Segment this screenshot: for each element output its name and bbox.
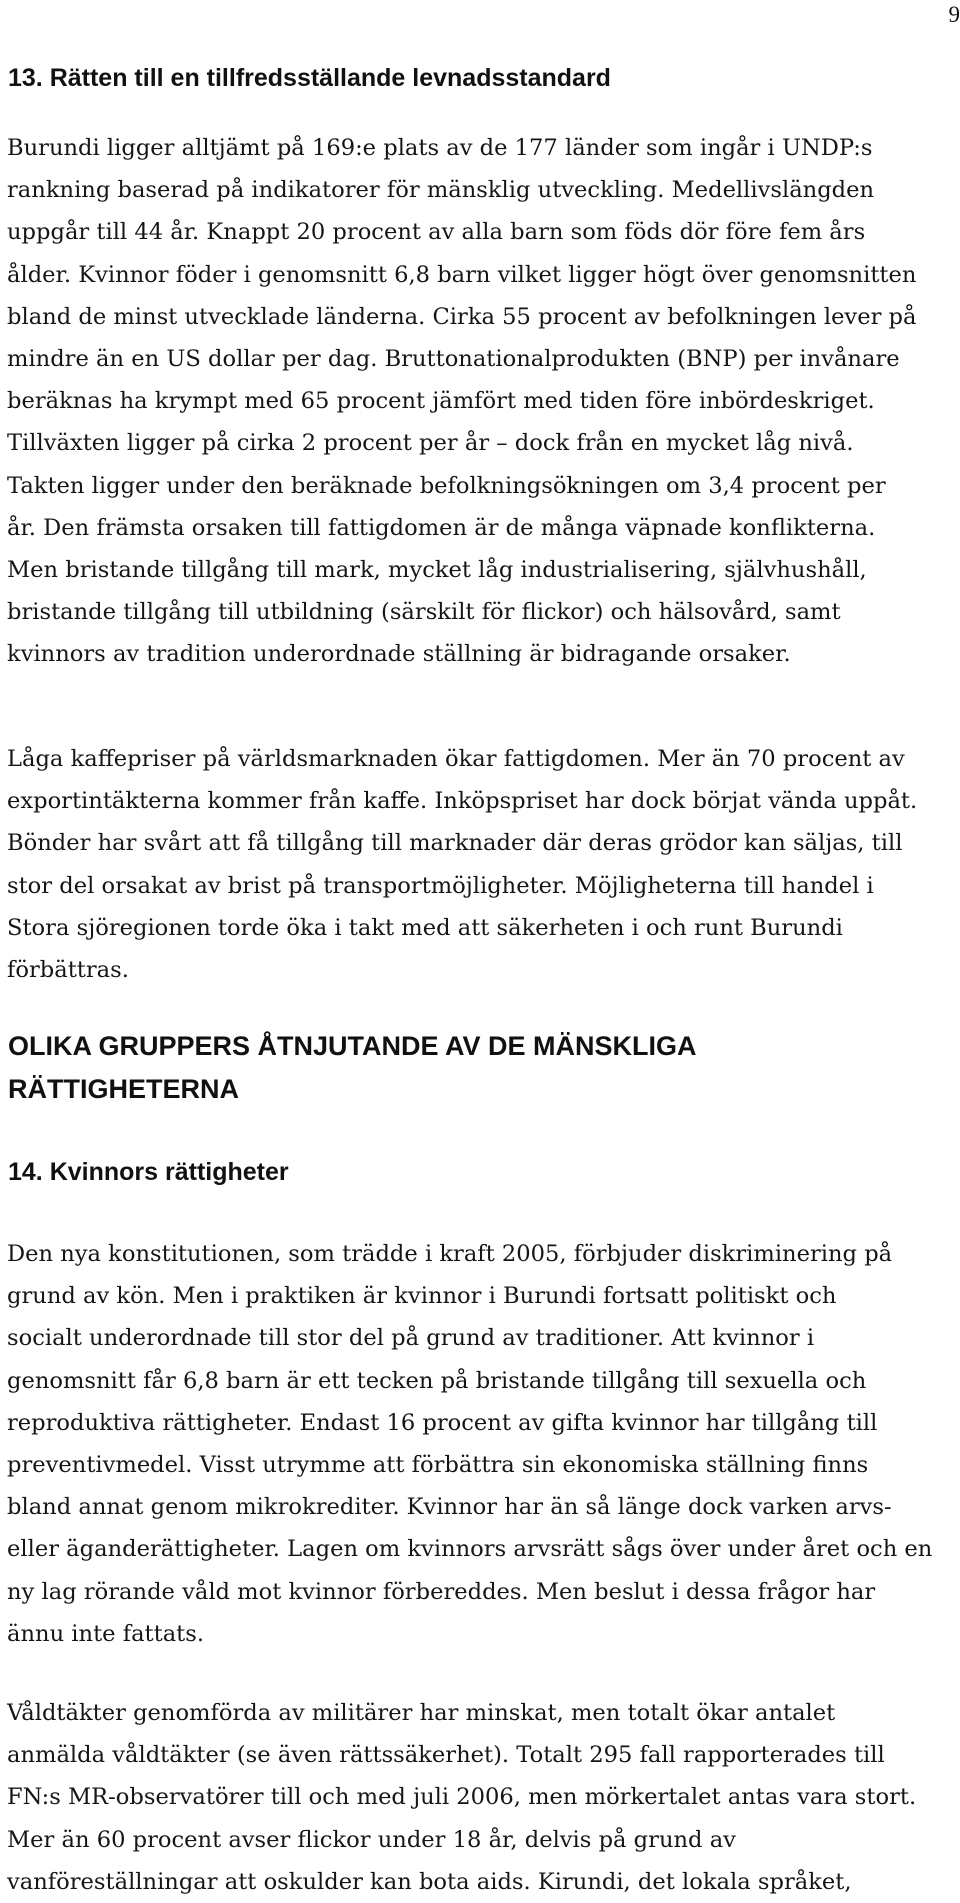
text-line: uppgår till 44 år. Knappt 20 procent av alla barn som föds dör före fem års: [7, 211, 947, 253]
text-line: Takten ligger under den beräknade befolkningsökningen om 3,4 procent per: [7, 465, 947, 507]
text-line: förbättras.: [7, 949, 947, 991]
text-line: ålder. Kvinnor föder i genomsnitt 6,8 barn vilket ligger högt över genomsnitten: [7, 254, 947, 296]
text-line: bland annat genom mikrokrediter. Kvinnor har än så länge dock varken arvs-: [7, 1486, 947, 1528]
text-line: stor del orsakat av brist på transportmöjligheter. Möjligheterna till handel i: [7, 865, 947, 907]
text-line: eller äganderättigheter. Lagen om kvinnors arvsrätt sågs över under året och en: [7, 1528, 947, 1570]
text-line: reproduktiva rättigheter. Endast 16 procent av gifta kvinnor har tillgång till: [7, 1402, 947, 1444]
text-line: Låga kaffepriser på världsmarknaden ökar fattigdomen. Mer än 70 procent av: [7, 738, 947, 780]
text-line: Men bristande tillgång till mark, mycket låg industrialisering, självhushåll,: [7, 549, 947, 591]
text-line: grund av kön. Men i praktiken är kvinnor i Burundi fortsatt politiskt och: [7, 1275, 947, 1317]
text-line: anmälda våldtäkter (se även rättssäkerhet). Totalt 295 fall rapporterades till: [7, 1734, 947, 1776]
text-line: rankning baserad på indikatorer för mänsklig utveckling. Medellivslängden: [7, 169, 947, 211]
text-line: beräknas ha krympt med 65 procent jämfört med tiden före inbördeskriget.: [7, 380, 947, 422]
text-line: bland de minst utvecklade länderna. Cirka 55 procent av befolkningen lever på: [7, 296, 947, 338]
major-heading-line-2: RÄTTIGHETERNA: [8, 1068, 908, 1111]
text-line: exportintäkterna kommer från kaffe. Inköpspriset har dock börjat vända uppåt.: [7, 780, 947, 822]
section-13-paragraph-1: [7, 127, 947, 676]
text-line: ännu inte fattats.: [7, 1613, 947, 1655]
text-line: Tillväxten ligger på cirka 2 procent per år – dock från en mycket låg nivå.: [7, 422, 947, 464]
section-13-heading: 13. Rätten till en tillfredsställande levnadsstandard: [8, 64, 611, 93]
text-line: genomsnitt får 6,8 barn är ett tecken på bristande tillgång till sexuella och: [7, 1360, 947, 1402]
major-heading-line-1: OLIKA GRUPPERS ÅTNJUTANDE AV DE MÄNSKLIGA: [8, 1025, 908, 1068]
major-heading: [8, 1025, 908, 1111]
text-line: vanföreställningar att oskulder kan bota aids. Kirundi, det lokala språket,: [7, 1861, 947, 1903]
text-line: Mer än 60 procent avser flickor under 18 år, delvis på grund av: [7, 1819, 947, 1861]
text-line: Den nya konstitutionen, som trädde i kraft 2005, förbjuder diskriminering på: [7, 1233, 947, 1275]
section-14-paragraph-2: [7, 1692, 947, 1903]
text-line: Stora sjöregionen torde öka i takt med att säkerheten i och runt Burundi: [7, 907, 947, 949]
text-line: ny lag rörande våld mot kvinnor förbereddes. Men beslut i dessa frågor har: [7, 1571, 947, 1613]
text-line: mindre än en US dollar per dag. Bruttonationalprodukten (BNP) per invånare: [7, 338, 947, 380]
section-13-paragraph-2: [7, 738, 947, 991]
text-line: år. Den främsta orsaken till fattigdomen är de många väpnade konflikterna.: [7, 507, 947, 549]
text-line: Bönder har svårt att få tillgång till marknader där deras grödor kan säljas, till: [7, 822, 947, 864]
text-line: Burundi ligger alltjämt på 169:e plats av de 177 länder som ingår i UNDP:s: [7, 127, 947, 169]
text-line: Våldtäkter genomförda av militärer har minskat, men totalt ökar antalet: [7, 1692, 947, 1734]
text-line: kvinnors av tradition underordnade ställning är bidragande orsaker.: [7, 633, 947, 675]
page-number: 9: [949, 2, 960, 28]
section-14-heading: 14. Kvinnors rättigheter: [8, 1158, 289, 1187]
text-line: bristande tillgång till utbildning (särskilt för flickor) och hälsovård, samt: [7, 591, 947, 633]
text-line: FN:s MR-observatörer till och med juli 2006, men mörkertalet antas vara stort.: [7, 1776, 947, 1818]
text-line: socialt underordnade till stor del på grund av traditioner. Att kvinnor i: [7, 1317, 947, 1359]
section-14-paragraph-1: [7, 1233, 947, 1655]
text-line: preventivmedel. Visst utrymme att förbättra sin ekonomiska ställning finns: [7, 1444, 947, 1486]
